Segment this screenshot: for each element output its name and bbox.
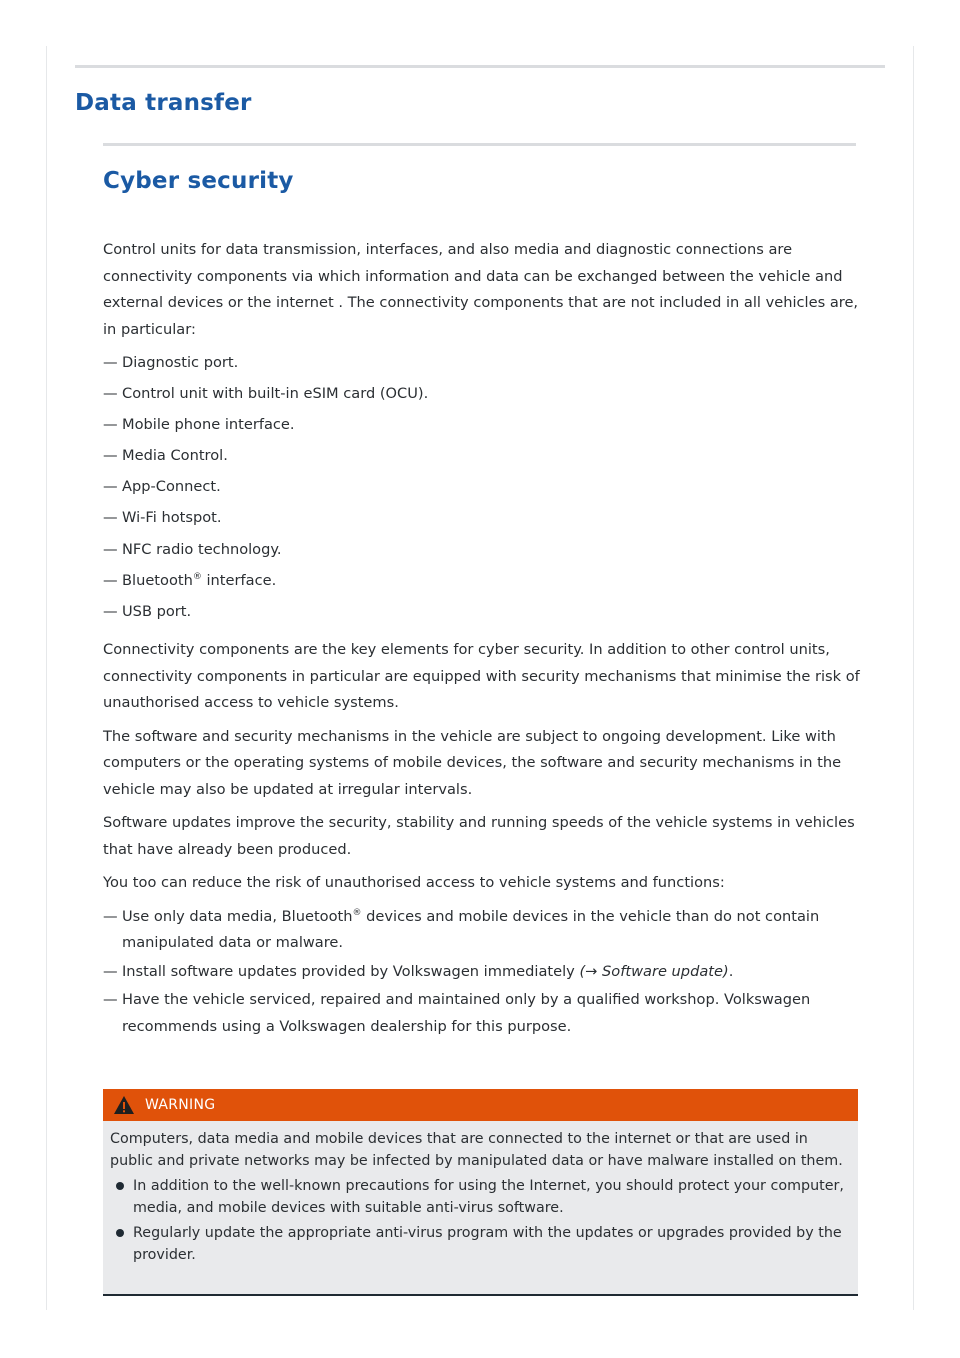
list-item: — Mobile phone interface. — [103, 412, 863, 439]
page-title: Data transfer — [75, 90, 252, 116]
measure-text: Use only data media, Bluetooth — [122, 907, 353, 925]
section-rule — [103, 143, 856, 146]
list-item — [103, 904, 863, 957]
registered-mark: ® — [352, 907, 362, 918]
title-rule — [75, 65, 885, 68]
bluetooth-name: Bluetooth — [122, 571, 193, 589]
registered-mark: ® — [192, 571, 202, 582]
warning-label: WARNING — [145, 1097, 216, 1113]
warning-text: Computers, data media and mobile devices that are connected to the internet or that are used in public and private networks may be infected by manipulated data or have malware installed on them. — [110, 1131, 843, 1169]
body-paragraph: You too can reduce the risk of unauthorised access to vehicle systems and functions: — [103, 874, 725, 892]
page-border-left — [46, 46, 47, 1310]
measures-list — [103, 904, 863, 1041]
bluetooth-rest: interface. — [201, 571, 277, 589]
body-paragraph: Connectivity components are the key elements for cyber security. In addition to other control units, connectivity components in particular are equipped with security mechanisms that minimise the risk of unauthorised access to vehicle systems. — [103, 641, 860, 712]
warning-bullets — [110, 1175, 848, 1266]
list-item-bluetooth — [103, 568, 863, 595]
warning-body — [103, 1121, 858, 1266]
measure-text: devices and mobile devices in the vehicle than do not contain manipulated data or malware. — [122, 907, 820, 952]
list-item: — Diagnostic port. — [103, 350, 863, 377]
warning-triangle-icon — [113, 1095, 135, 1115]
warning-header — [103, 1089, 858, 1121]
warning-box — [103, 1089, 858, 1296]
list-item — [103, 959, 863, 986]
intro-paragraph: Control units for data transmission, interfaces, and also media and diagnostic connections are connectivity components via which information and data can be exchanged between the vehicle and external devices or the internet . The connectivity components that are not included in all vehicles are, in particular: — [103, 241, 859, 338]
page-border-right — [913, 46, 914, 1310]
list-item: — App-Connect. — [103, 474, 863, 501]
list-item: — Have the vehicle serviced, repaired and maintained only by a qualified workshop. Volkswagen recommends using a Volkswagen dealership for this purpose. — [103, 987, 863, 1040]
body-paragraph: The software and security mechanisms in the vehicle are subject to ongoing development. Like with computers or the operating systems of mobile devices, the software and security mechanisms in the vehicle may also be updated at irregular intervals. — [103, 727, 842, 798]
components-list — [103, 350, 863, 625]
list-item: In addition to the well-known precautions for using the Internet, you should protect your computer, media, and mobile devices with suitable anti-virus software. — [110, 1175, 848, 1219]
body-paragraph: Software updates improve the security, stability and running speeds of the vehicle systems in vehicles that have already been produced. — [103, 814, 855, 858]
list-item: Regularly update the appropriate anti-virus program with the updates or upgrades provided by the provider. — [110, 1222, 848, 1266]
software-update-link[interactable]: (→ Software update) — [579, 962, 729, 980]
section-title: Cyber security — [103, 168, 294, 194]
list-item: — Wi-Fi hotspot. — [103, 505, 863, 532]
list-item: — Media Control. — [103, 443, 863, 470]
measure-text: . — [728, 962, 734, 980]
section-content — [103, 237, 863, 1052]
list-item: — NFC radio technology. — [103, 537, 863, 564]
measure-text: Install software updates provided by Volkswagen immediately — [122, 962, 580, 980]
list-item: — USB port. — [103, 599, 863, 626]
list-item: — Control unit with built-in eSIM card (OCU). — [103, 381, 863, 408]
